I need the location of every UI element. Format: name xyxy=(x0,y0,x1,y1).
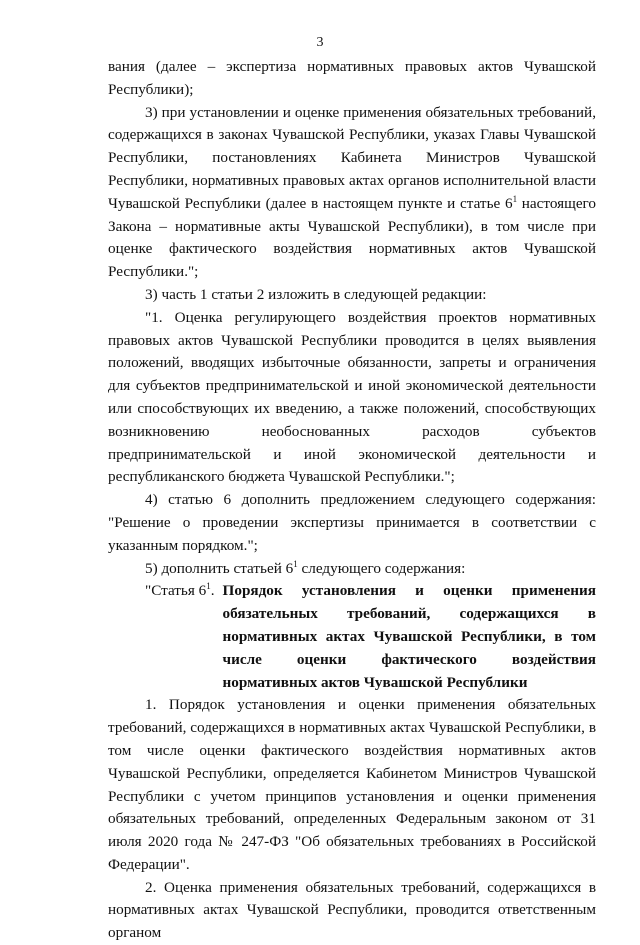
paragraph-text: настоящего Закона – нормативные акты Чувашской Республики), в том числе при оценке фактического воздействия нормативных актов Чувашской Республики."; xyxy=(108,194,597,281)
paragraph-continuation: вания (далее – экспертиза нормативных правовых актов Чувашской Республики); xyxy=(108,58,596,98)
paragraph-article-point-1: 1. Порядок установления и оценки применения обязательных требований, содержащихся в нормативных актах Чувашской Республики, в том числе оценки фактического воздействия нормативных актов Чувашской Республики, определяется Кабинетом Министров Чувашской Республики с учетом принципов установления и оценки применения обязательных требований, определенных Федеральным законом от 31 июля 2020 года № 247-ФЗ "Об обязательных требованиях в Российской Федерации". xyxy=(108,696,596,873)
paragraph-item-3-part1: 3) часть 1 статьи 2 изложить в следующей редакции: xyxy=(145,285,487,303)
paragraph-quoted-regulation: "1. Оценка регулирующего воздействия проектов нормативных правовых актов Чувашской Республики проводится в целях выявления положений, вводящих избыточные обязанности, запреты и ограничения для субъектов предпринимательской и иной экономической деятельности или способствующих их введению, а также положений, способствующих возникновению необоснованных расходов субъектов предпринимательской и иной экономической деятельности и республиканского бюджета Чувашской Республики."; xyxy=(108,308,596,486)
article-label: "Статья $6^1$. xyxy=(145,581,215,600)
article-title: Порядок установления и оценки применения обязательных требований, содержащихся в нормативных актах Чувашской Республики, в том числе оценки фактического воздействия нормативных актов Чувашской Республики xyxy=(222,582,596,691)
paragraph-item-4: 4) статью 6 дополнить предложением следующего содержания: "Решение о проведении экспертизы принимается в соответствии с указанным порядком."; xyxy=(108,491,596,554)
paragraph-text: 5) дополнить статьей 6 xyxy=(145,559,294,577)
page-number: 3 xyxy=(316,35,324,50)
paragraph-article-point-2: 2. Оценка применения обязательных требований, содержащихся в нормативных актах Чувашской Республики, проводится ответственным органом xyxy=(108,878,596,942)
article-heading xyxy=(145,580,596,694)
paragraph-item-5 xyxy=(108,558,596,581)
superscript: 1 xyxy=(206,581,211,592)
superscript: 1 xyxy=(293,558,298,569)
superscript: 1 xyxy=(512,193,518,204)
paragraph-item-3-requirements xyxy=(108,102,596,284)
document-body xyxy=(108,56,596,945)
paragraph-text: следующего содержания: xyxy=(297,559,466,577)
paragraph-text: 3) при установлении и оценке применения обязательных требований, содержащихся в законах Чувашской Республики, указах Главы Чувашской Республики, постановлениях Кабинета Министров Чувашской Республики, нормативных правовых актах органов исполнительной власти Чувашской Республики (далее в настоящем пункте и статье 6 xyxy=(108,103,596,212)
